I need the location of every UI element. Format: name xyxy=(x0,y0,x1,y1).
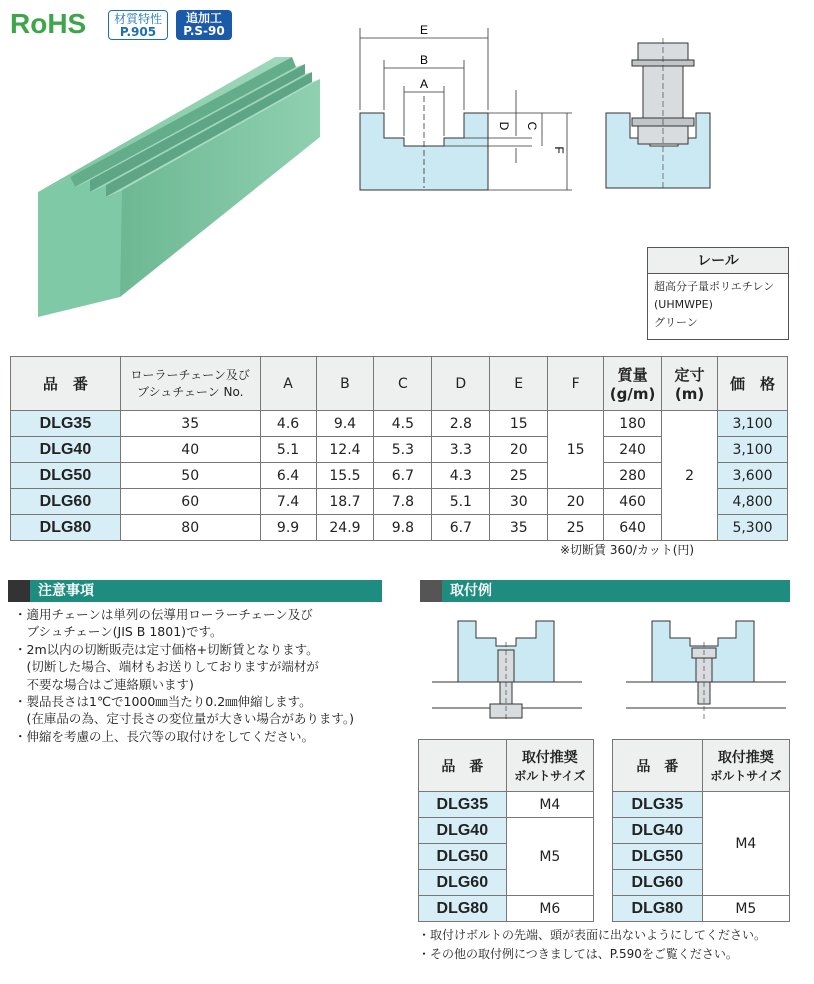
mounting-table-1 xyxy=(418,739,594,922)
label-a: A xyxy=(419,77,429,91)
rail-color: グリーン xyxy=(654,316,698,329)
header-a: A xyxy=(260,357,316,411)
material-badge-label: 材質特性 xyxy=(113,12,162,26)
dim-e: 30 xyxy=(490,489,548,515)
header-d: D xyxy=(432,357,490,411)
dim-e: 35 xyxy=(490,515,548,541)
part-number: DLG60 xyxy=(419,870,507,896)
table-row xyxy=(419,896,594,922)
part-number: DLG80 xyxy=(11,515,121,541)
part-number: DLG40 xyxy=(613,818,703,844)
label-d: D xyxy=(497,121,511,131)
chain-no: 80 xyxy=(120,515,260,541)
dim-b: 18.7 xyxy=(316,489,374,515)
bolt-size: M5 xyxy=(506,818,593,896)
mounting-diagram-1 xyxy=(432,616,582,722)
bolt-section-diagram xyxy=(598,38,718,198)
dim-d: 4.3 xyxy=(432,463,490,489)
part-number: DLG50 xyxy=(11,463,121,489)
header-f: F xyxy=(548,357,604,411)
dim-c: 6.7 xyxy=(374,463,432,489)
dim-d: 2.8 xyxy=(432,411,490,437)
dim-f: 15 xyxy=(548,411,604,489)
rail-material-abbr: (UHMWPE) xyxy=(654,298,713,311)
mounting-diagram-2 xyxy=(626,616,786,722)
caution-line: ・2m以内の切断販売は定寸価格+切断賃となります。 xyxy=(14,641,319,657)
material-badge[interactable] xyxy=(108,10,168,40)
caution-line: 不要な場合はご連絡願います) xyxy=(14,676,194,692)
dim-a: 7.4 xyxy=(260,489,316,515)
rohs-logo: RoHS xyxy=(10,8,87,39)
price: 5,300 xyxy=(718,515,788,541)
dim-c: 7.8 xyxy=(374,489,432,515)
chain-no: 40 xyxy=(120,437,260,463)
dim-a: 9.9 xyxy=(260,515,316,541)
part-number: DLG60 xyxy=(11,489,121,515)
header-c: C xyxy=(374,357,432,411)
dim-e: 20 xyxy=(490,437,548,463)
header-b: B xyxy=(316,357,374,411)
caution-line: (切断した場合、端材もお送りしておりますが端材が xyxy=(14,659,319,675)
bolt-size: M4 xyxy=(506,792,593,818)
caution-header xyxy=(8,580,382,602)
label-e: E xyxy=(419,23,429,37)
dim-b: 9.4 xyxy=(316,411,374,437)
price: 3,100 xyxy=(718,411,788,437)
table-row xyxy=(613,792,790,818)
price: 3,600 xyxy=(718,463,788,489)
caution-title: 注意事項 xyxy=(38,583,94,599)
dim-f: 25 xyxy=(548,515,604,541)
fixed-length: 2 xyxy=(662,411,718,541)
mt2-header-bolt: 取付推奨 ボルトサイズ xyxy=(702,740,789,792)
wrench-icon xyxy=(8,580,30,602)
bolt-size: M6 xyxy=(506,896,593,922)
price: 3,100 xyxy=(718,437,788,463)
mass: 640 xyxy=(604,515,662,541)
table-row xyxy=(11,411,788,437)
dim-b: 15.5 xyxy=(316,463,374,489)
label-c: C xyxy=(525,121,539,131)
table-row xyxy=(419,818,594,844)
spec-header-row xyxy=(11,357,788,411)
bolt-size: M5 xyxy=(702,896,789,922)
caution-line: ・製品長さは1℃で1000㎜当たり0.2㎜伸縮します。 xyxy=(14,694,312,710)
header-price: 価 格 xyxy=(718,357,788,411)
mass: 280 xyxy=(604,463,662,489)
dim-d: 3.3 xyxy=(432,437,490,463)
dimension-diagram xyxy=(352,18,582,198)
dim-c: 4.5 xyxy=(374,411,432,437)
part-number: DLG40 xyxy=(419,818,507,844)
table-row xyxy=(613,896,790,922)
dim-c: 5.3 xyxy=(374,437,432,463)
rail-material: 超高分子量ポリエチレン xyxy=(654,280,775,293)
mass: 240 xyxy=(604,437,662,463)
dim-b: 12.4 xyxy=(316,437,374,463)
part-number: DLG50 xyxy=(419,844,507,870)
part-number: DLG60 xyxy=(613,870,703,896)
part-number: DLG40 xyxy=(11,437,121,463)
mt1-header-part: 品 番 xyxy=(419,740,507,792)
dim-f: 20 xyxy=(548,489,604,515)
mt1-header-bolt: 取付推奨 ボルトサイズ xyxy=(506,740,593,792)
table-row xyxy=(419,792,594,818)
dim-e: 15 xyxy=(490,411,548,437)
header-length: 定寸 (m) xyxy=(662,357,718,411)
rail-info-title: レール xyxy=(648,248,788,274)
header-mass: 質量 (g/m) xyxy=(604,357,662,411)
mass: 180 xyxy=(604,411,662,437)
dim-b: 24.9 xyxy=(316,515,374,541)
dim-a: 4.6 xyxy=(260,411,316,437)
part-number: DLG80 xyxy=(613,896,703,922)
part-number: DLG35 xyxy=(11,411,121,437)
mass: 460 xyxy=(604,489,662,515)
header-part: 品 番 xyxy=(11,357,121,411)
extra-badge-label: 追加工 xyxy=(185,11,222,25)
extra-process-badge[interactable] xyxy=(176,10,232,40)
extra-badge-page: P.S-90 xyxy=(183,24,225,38)
mounting-table-2 xyxy=(612,739,790,922)
caution-list xyxy=(14,606,394,745)
caution-line: ・適用チェーンは単列の伝導用ローラーチェーン及び xyxy=(14,607,313,622)
dim-c: 9.8 xyxy=(374,515,432,541)
mt2-header-part: 品 番 xyxy=(613,740,703,792)
part-number: DLG35 xyxy=(419,792,507,818)
rail-product-image xyxy=(30,52,320,322)
label-f: F xyxy=(552,146,566,154)
material-badge-page: P.905 xyxy=(119,25,157,39)
dim-d: 6.7 xyxy=(432,515,490,541)
rail-info-box xyxy=(647,247,789,340)
dim-a: 5.1 xyxy=(260,437,316,463)
part-number: DLG50 xyxy=(613,844,703,870)
header-chain: ローラーチェーン及び ブシュチェーン No. xyxy=(120,357,260,411)
caution-line: ブシュチェーン(JIS B 1801)です。 xyxy=(14,624,223,640)
bolt-size: M4 xyxy=(702,792,789,896)
dim-d: 5.1 xyxy=(432,489,490,515)
label-b: B xyxy=(419,53,429,67)
mounting-note: ・取付けボルトの先端、頭が表面に出ないようにしてください。 xyxy=(418,928,767,942)
spec-table xyxy=(10,356,788,541)
mounting-notes xyxy=(418,926,766,964)
caution-line: (在庫品の為、定寸長さの変位量が大きい場合があります。) xyxy=(14,711,355,727)
section-marker-icon xyxy=(420,580,442,602)
chain-no: 60 xyxy=(120,489,260,515)
chain-no: 35 xyxy=(120,411,260,437)
mounting-title: 取付例 xyxy=(450,583,492,599)
part-number: DLG35 xyxy=(613,792,703,818)
mounting-header xyxy=(420,580,790,602)
dim-e: 25 xyxy=(490,463,548,489)
caution-line: ・伸縮を考慮の上、長穴等の取付けをしてください。 xyxy=(14,728,315,744)
chain-no: 50 xyxy=(120,463,260,489)
dim-a: 6.4 xyxy=(260,463,316,489)
price: 4,800 xyxy=(718,489,788,515)
cut-fee-note: ※切断賃 360/カット(円) xyxy=(560,543,695,557)
mounting-note: ・その他の取付例につきましては、P.590をご覧ください。 xyxy=(418,947,738,961)
part-number: DLG80 xyxy=(419,896,507,922)
header-e: E xyxy=(490,357,548,411)
